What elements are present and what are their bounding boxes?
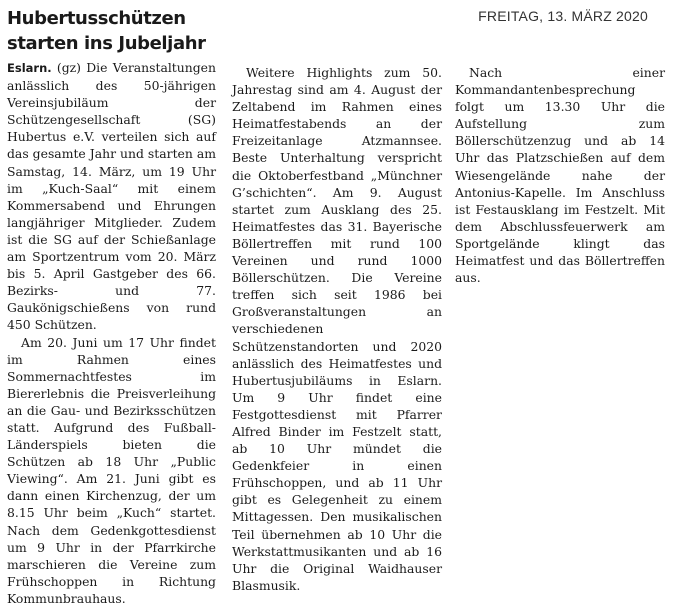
column-3-paragraph-1: Nach einer Kommandantenbesprechung folgt um 13.30 Uhr die Aufstellung zum Böllerschützenzug und ab 14 Uhr das Platzschießen auf dem Wiesengelände nahe der Antonius-Kapelle. Im Anschluss ist Festausklang im Festzelt. Mit dem Abschlussfeuerwerk am Sportgelände klingt das Heimatfest und das Böllertreffen aus. — [455, 64, 665, 286]
article-column-1 — [7, 59, 216, 607]
column-1-paragraph-1-text: (gz) Die Veranstaltungen anlässlich des 50-jährigen Vereinsjubiläum der Schützengesellschaft (SG) Hubertus e.V. verteilen sich auf das gesamte Jahr und starten am Samstag, 14. März, um 19 Uhr im „Kuch-Saal“ mit einem Kommersabend und Ehrungen langjähriger Mitglieder. Zudem ist die SG auf der Schießanlage am Sportzentrum vom 20. März bis 5. April Gastgeber des 66. Bezirks- und 77. Gaukönigschießens von rund 450 Schützen. — [7, 60, 216, 332]
column-2-paragraph-1: Weitere Highlights zum 50. Jahrestag sind am 4. August der Zeltabend im Rahmen eines Heimatfestabends an der Freizeitanlage Atzmannsee. Beste Unterhaltung verspricht die Oktoberfestband „Münchner G’schichten“. Am 9. August startet zum Ausklang des 25. Heimatfestes das 31. Bayerische Böllertreffen mit rund 100 Vereinen und rund 1000 Böllerschützen. Die Vereine treffen sich seit 1986 bei Großveranstaltungen an verschiedenen Schützenstandorten und 2020 anlässlich des Heimatfestes und Hubertusjubiläums in Eslarn. Um 9 Uhr findet eine Festgottesdienst mit Pfarrer Alfred Binder im Festzelt statt, ab 10 Uhr mündet die Gedenkfeier in einen Frühschoppen, und ab 11 Uhr gibt es Gelegenheit zu einem Mittagessen. Den musikalischen Teil übernehmen ab 10 Uhr die Werkstattmusikanten und ab 16 Uhr die Original Waidhauser Blasmusik. — [232, 64, 442, 594]
dateline-place: Eslarn. — [7, 61, 52, 75]
column-1-paragraph-1 — [7, 59, 216, 334]
publication-dateline: FREITAG, 13. MÄRZ 2020 — [478, 8, 648, 24]
article-headline — [7, 6, 206, 56]
headline-line-2: starten ins Jubeljahr — [7, 31, 206, 56]
column-1-paragraph-2: Am 20. Juni um 17 Uhr findet im Rahmen eines Sommernachtfestes im Biererlebnis die Preisverleihung an die Gau- und Bezirksschützen statt. Aufgrund des Fußball-Länderspiels bieten die Schützen ab 18 Uhr „Public Viewing“. Am 21. Juni gibt es dann einen Kirchenzug, der um 8.15 Uhr beim „Kuch“ startet. Nach dem Gedenkgottesdienst um 9 Uhr in der Pfarrkirche marschieren die Vereine zum Frühschoppen in Richtung Kommunbrauhaus. — [7, 334, 216, 607]
article-column-2 — [232, 64, 442, 594]
headline-line-1: Hubertusschützen — [7, 6, 206, 31]
article-column-3 — [455, 64, 665, 286]
